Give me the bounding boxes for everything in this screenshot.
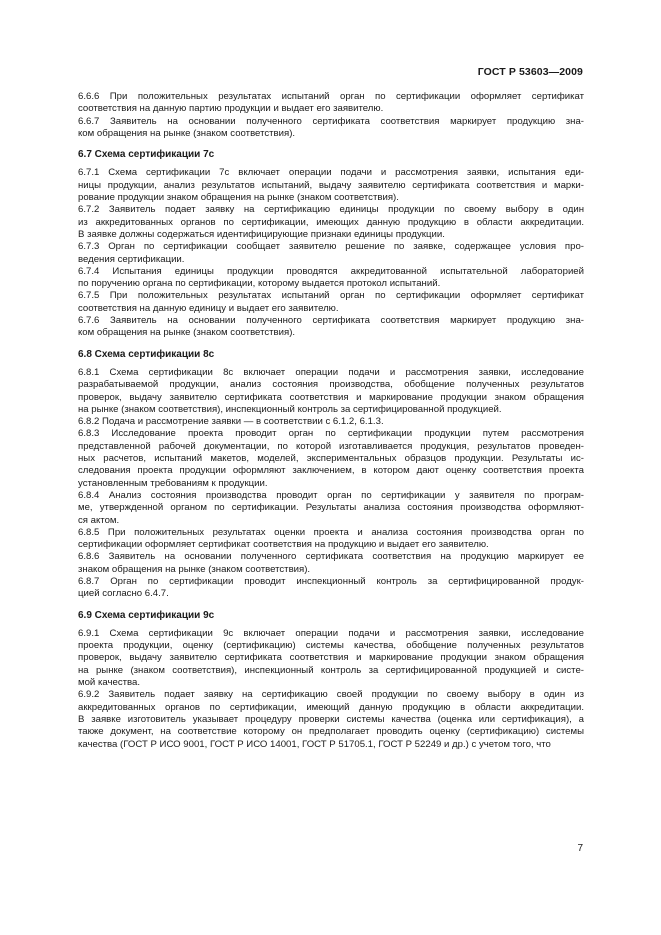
paragraph [78, 167, 584, 204]
text-line: также документ, на соответствие которому он предполагает проводить оценку (сертификацию) системы [78, 726, 584, 738]
text-line: проекта продукции, оценку (сертификацию) системы качества, обобщение полученных результатов [78, 640, 584, 652]
text-line: 6.7.6 Заявитель на основании полученного сертификата соответствия маркирует продукцию зна- [78, 315, 584, 327]
text-line: ком обращения на рынке (знаком соответствия). [78, 327, 296, 339]
text-line: на рынке (знаком соответствия), инспекционный контроль за сертифицированной продукцией и систе- [78, 664, 584, 676]
paragraph [78, 490, 584, 527]
paragraph [78, 266, 584, 291]
text-line: 6.7.3 Орган по сертификации сообщает заявителю решение по заявке, содержащее условия про- [78, 241, 584, 253]
text-line: установленным требованиям к продукции. [78, 477, 268, 489]
text-line: ведения сертификации. [78, 253, 185, 265]
document-number-header: ГОСТ Р 53603—2009 [477, 66, 583, 78]
text-line: 6.8.5 При положительных результатах оценки проекта и анализа состояния производства орган по [78, 526, 584, 538]
text-line: соответствия на данную партию продукции и выдает его заявителю. [78, 103, 384, 115]
text-line: ных расчетов, испытаний макетов, моделей, экспериментальных образцов продукции. Результаты ис- [78, 453, 584, 465]
text-line: из аккредитованных органов по сертификации, имеющих данную продукцию в области аккредитации. [78, 216, 584, 228]
text-line: 6.6.7 Заявитель на основании полученного сертификата соответствия маркирует продукцию зна- [78, 115, 584, 127]
document-body [78, 91, 584, 751]
text-line: 6.8.2 Подача и рассмотрение заявки — в соответствии с 6.1.2, 6.1.3. [78, 416, 384, 428]
section-heading: 6.8 Схема сертификации 8с [78, 348, 215, 360]
paragraph [78, 428, 584, 489]
text-line: 6.8.6 Заявитель на основании полученного сертификата соответствия на продукцию маркирует ее [78, 551, 584, 563]
text-line: следования проекта продукции оформляют заключением, в котором дают оценку соответствия проекта [78, 465, 584, 477]
text-line: 6.8.3 Исследование проекта проводит орган по сертификации продукции путем рассмотрения [78, 428, 584, 440]
text-line: качества (ГОСТ Р ИСО 9001, ГОСТ Р ИСО 14001, ГОСТ Р 51705.1, ГОСТ Р 52249 и др.) с учетом того, что [78, 738, 551, 750]
text-line: 6.8.1 Схема сертификации 8с включает операции подачи и рассмотрения заявки, исследование [78, 366, 584, 378]
text-line: 6.7.2 Заявитель подает заявку на сертификацию единицы продукции по своему выбору в один [78, 204, 584, 216]
text-line: по поручению органа по сертификации, которому выдается протокол испытаний. [78, 278, 441, 290]
text-line: представленной рабочей документации, по которой изготавливается продукция, результатов проведен- [78, 440, 584, 452]
text-line: знаком обращения на рынке (знаком соответствия). [78, 563, 311, 575]
text-line: проверок, выдачу заявителю сертификата соответствия и маркирование продукции знаком обращения [78, 391, 584, 403]
text-line: 6.8.4 Анализ состояния производства проводит орган по сертификации у заявителя по програм- [78, 489, 584, 501]
text-line: рование продукции знаком обращения на рынке (знаком соответствия). [78, 192, 399, 204]
paragraph [78, 527, 584, 552]
text-line: В заявке должны содержаться идентифицирующие признаки единицы продукции. [78, 228, 445, 240]
text-line: разрабатываемой продукции, анализ состояния производства, обобщение полученных результатов [78, 379, 584, 391]
text-line: В заявке изготовитель указывает процедуру проверки системы качества (оценка или сертификация), а [78, 713, 584, 725]
paragraph [78, 116, 584, 141]
text-line: 6.7.4 Испытания единицы продукции проводятся аккредитованной испытательной лабораторией [78, 265, 584, 277]
text-line: 6.7.1 Схема сертификации 7с включает операции подачи и рассмотрения заявки, испытания еди- [78, 167, 584, 179]
text-line: аккредитованных органов по сертификации, имеющий данную продукцию в области аккредитации. [78, 701, 584, 713]
paragraph [78, 241, 584, 266]
text-line: ме, утвержденной органом по сертификации. Результаты анализа состояния производства оформляют- [78, 502, 584, 514]
page-number: 7 [577, 843, 583, 854]
text-line: ком обращения на рынке (знаком соответствия). [78, 127, 296, 139]
text-line: сертификации оформляет сертификат соответствия на продукцию и выдает его заявителю. [78, 539, 489, 551]
section-heading: 6.7 Схема сертификации 7с [78, 149, 215, 161]
paragraph [78, 91, 584, 116]
paragraph [78, 576, 584, 601]
text-line: ся актом. [78, 514, 120, 526]
text-line: 6.8.7 Орган по сертификации проводит инспекционный контроль за сертифицированной продук- [78, 575, 584, 587]
paragraph [78, 551, 584, 576]
text-line: 6.9.1 Схема сертификации 9с включает операции подачи и рассмотрения заявки, исследование [78, 627, 584, 639]
text-line: 6.9.2 Заявитель подает заявку на сертификацию своей продукции по своему выбору в один из [78, 689, 584, 701]
text-line: цией согласно 6.4.7. [78, 588, 169, 600]
text-line: на рынке (знаком соответствия), инспекционный контроль за сертифицированной продукцией. [78, 403, 502, 415]
paragraph [78, 367, 584, 416]
paragraph [78, 416, 584, 428]
paragraph [78, 290, 584, 315]
text-line: 6.7.5 При положительных результатах испытаний орган по сертификации оформляет сертификат [78, 290, 584, 302]
text-line: 6.6.6 При положительных результатах испытаний орган по сертификации оформляет сертификат [78, 91, 584, 102]
text-line: проверок, выдачу заявителю сертификата соответствия и маркирование продукции знаком обращения [78, 652, 584, 664]
text-line: соответствия на данную единицу и выдает его заявителю. [78, 302, 339, 314]
section-heading: 6.9 Схема сертификации 9с [78, 609, 215, 621]
paragraph [78, 689, 584, 750]
paragraph [78, 628, 584, 689]
paragraph [78, 204, 584, 241]
paragraph [78, 315, 584, 340]
text-line: мой качества. [78, 677, 141, 689]
text-line: ницы продукции, анализ результатов испытаний, выдачу заявителю сертификата соответствия и марки- [78, 179, 584, 191]
